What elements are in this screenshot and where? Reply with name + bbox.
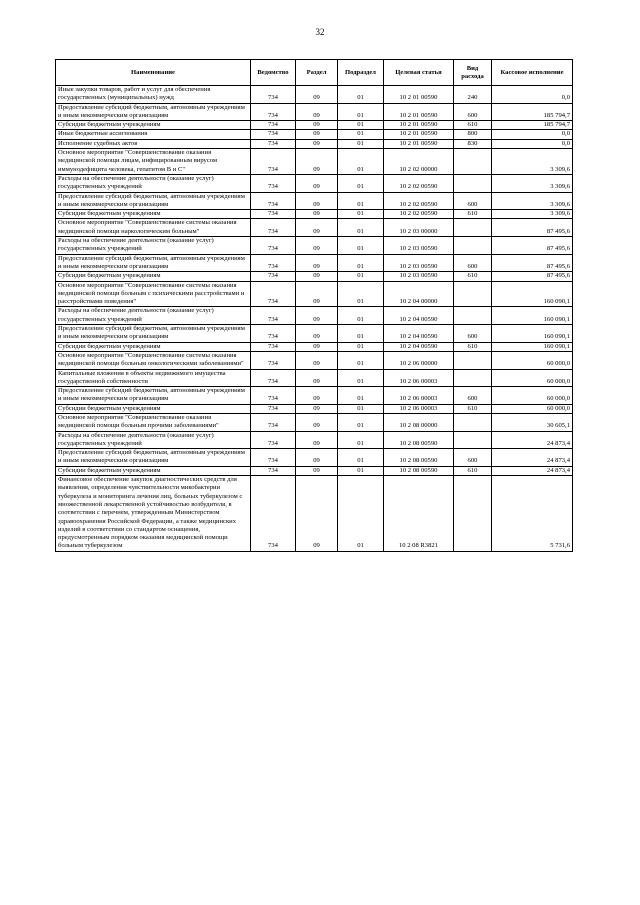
cell-vedomstvo: 734 — [251, 149, 296, 175]
cell-celevaya-statya: 10 2 02 00000 — [384, 149, 454, 175]
cell-kassovoe-ispolnenie: 160 090,1 — [492, 307, 573, 325]
cell-kassovoe-ispolnenie: 60 000,0 — [492, 387, 573, 405]
cell-podrazdel: 01 — [338, 149, 384, 175]
table-row — [56, 139, 573, 148]
cell-vedomstvo: 734 — [251, 342, 296, 351]
cell-razdel: 09 — [296, 210, 338, 219]
cell-vid-raskhoda: 600 — [454, 254, 492, 272]
cell-razdel: 09 — [296, 281, 338, 307]
cell-kassovoe-ispolnenie: 0,0 — [492, 86, 573, 104]
cell-kassovoe-ispolnenie: 3 309,6 — [492, 174, 573, 192]
cell-podrazdel: 01 — [338, 254, 384, 272]
cell-name: Основное мероприятие "Совершенствование системы оказания медицинской помощи наркологическим больным" — [56, 219, 251, 237]
table-row — [56, 342, 573, 351]
cell-razdel: 09 — [296, 121, 338, 130]
cell-name: Субсидии бюджетным учреждениям — [56, 121, 251, 130]
cell-kassovoe-ispolnenie: 3 309,6 — [492, 192, 573, 210]
cell-vedomstvo: 734 — [251, 86, 296, 104]
cell-podrazdel: 01 — [338, 281, 384, 307]
cell-name: Основное мероприятие "Совершенствование оказания медицинской помощи лицам, инфицированным вирусом иммунодефицита человека, гепатитом В и С" — [56, 149, 251, 175]
cell-kassovoe-ispolnenie: 0,0 — [492, 139, 573, 148]
cell-vedomstvo: 734 — [251, 130, 296, 139]
cell-podrazdel: 01 — [338, 404, 384, 413]
cell-podrazdel: 01 — [338, 476, 384, 552]
cell-kassovoe-ispolnenie: 24 873,4 — [492, 449, 573, 467]
cell-vedomstvo: 734 — [251, 281, 296, 307]
cell-celevaya-statya: 10 2 06 00003 — [384, 369, 454, 387]
cell-name: Иные бюджетные ассигнования — [56, 130, 251, 139]
cell-celevaya-statya: 10 2 06 00000 — [384, 351, 454, 369]
cell-name: Финансовое обеспечение закупок диагностических средств для выявления, определения чувствительности микобактерии туберкулеза и мониторинга лечения лиц, больных туберкулезом с множественной лекарственной устойчивостью возбудителя, в соответствии с перечнем, утвержденным Министерством здравоохранения Российской Федерации, а также медицинских изделий в соответствии со стандартом оснащения, предусмотренным порядком оказания медицинской помощи больным туберкулезом — [56, 476, 251, 552]
cell-podrazdel: 01 — [338, 369, 384, 387]
cell-name: Основное мероприятие "Совершенствование системы оказания медицинской помощи больным с психическими расстройствами и расстройствами поведения" — [56, 281, 251, 307]
cell-vid-raskhoda: 830 — [454, 139, 492, 148]
cell-kassovoe-ispolnenie: 185 794,7 — [492, 121, 573, 130]
cell-name: Исполнение судебных актов — [56, 139, 251, 148]
cell-vedomstvo: 734 — [251, 103, 296, 121]
cell-celevaya-statya: 10 2 01 00590 — [384, 139, 454, 148]
cell-vid-raskhoda: 800 — [454, 130, 492, 139]
cell-razdel: 09 — [296, 325, 338, 343]
header-podrazdel: Подраздел — [338, 60, 384, 86]
cell-vedomstvo: 734 — [251, 192, 296, 210]
cell-razdel: 09 — [296, 86, 338, 104]
cell-vid-raskhoda: 600 — [454, 325, 492, 343]
cell-vid-raskhoda: 600 — [454, 449, 492, 467]
cell-vedomstvo: 734 — [251, 431, 296, 449]
cell-podrazdel: 01 — [338, 342, 384, 351]
cell-celevaya-statya: 10 2 01 00590 — [384, 121, 454, 130]
cell-razdel: 09 — [296, 139, 338, 148]
table-header-row — [56, 60, 573, 86]
cell-razdel: 09 — [296, 476, 338, 552]
cell-kassovoe-ispolnenie: 0,0 — [492, 130, 573, 139]
table-row — [56, 174, 573, 192]
table-row — [56, 413, 573, 431]
header-vid-raskhoda: Вид расхода — [454, 60, 492, 86]
cell-podrazdel: 01 — [338, 413, 384, 431]
cell-vedomstvo: 734 — [251, 351, 296, 369]
cell-kassovoe-ispolnenie: 60 000,0 — [492, 404, 573, 413]
cell-razdel: 09 — [296, 237, 338, 255]
cell-celevaya-statya: 10 2 01 00590 — [384, 103, 454, 121]
table-row — [56, 325, 573, 343]
cell-razdel: 09 — [296, 404, 338, 413]
header-name: Наименование — [56, 60, 251, 86]
cell-celevaya-statya: 10 2 04 00590 — [384, 307, 454, 325]
cell-celevaya-statya: 10 2 04 00000 — [384, 281, 454, 307]
cell-razdel: 09 — [296, 466, 338, 475]
cell-podrazdel: 01 — [338, 192, 384, 210]
cell-kassovoe-ispolnenie: 60 000,0 — [492, 351, 573, 369]
cell-name: Субсидии бюджетным учреждениям — [56, 210, 251, 219]
cell-vid-raskhoda — [454, 219, 492, 237]
cell-razdel: 09 — [296, 369, 338, 387]
cell-vedomstvo: 734 — [251, 404, 296, 413]
table-row — [56, 254, 573, 272]
cell-celevaya-statya: 10 2 02 00590 — [384, 192, 454, 210]
cell-kassovoe-ispolnenie: 3 309,6 — [492, 210, 573, 219]
cell-name: Предоставление субсидий бюджетным, автономным учреждениям и иным некоммерческим организациям — [56, 254, 251, 272]
cell-podrazdel: 01 — [338, 139, 384, 148]
cell-podrazdel: 01 — [338, 210, 384, 219]
cell-vid-raskhoda — [454, 149, 492, 175]
cell-celevaya-statya: 10 2 01 00590 — [384, 86, 454, 104]
cell-name: Иные закупки товаров, работ и услуг для обеспечения государственных (муниципальных) нужд — [56, 86, 251, 104]
cell-razdel: 09 — [296, 192, 338, 210]
cell-celevaya-statya: 10 2 03 00590 — [384, 254, 454, 272]
table-row — [56, 404, 573, 413]
table-row — [56, 466, 573, 475]
table-row — [56, 281, 573, 307]
cell-razdel: 09 — [296, 174, 338, 192]
cell-razdel: 09 — [296, 130, 338, 139]
cell-name: Субсидии бюджетным учреждениям — [56, 466, 251, 475]
cell-podrazdel: 01 — [338, 130, 384, 139]
cell-celevaya-statya: 10 2 08 00590 — [384, 449, 454, 467]
cell-vedomstvo: 734 — [251, 237, 296, 255]
cell-celevaya-statya: 10 2 04 00590 — [384, 325, 454, 343]
table-row — [56, 149, 573, 175]
table-row — [56, 351, 573, 369]
cell-razdel: 09 — [296, 272, 338, 281]
cell-podrazdel: 01 — [338, 351, 384, 369]
cell-vedomstvo: 734 — [251, 413, 296, 431]
cell-podrazdel: 01 — [338, 103, 384, 121]
cell-celevaya-statya: 10 2 01 00590 — [384, 130, 454, 139]
cell-vid-raskhoda: 600 — [454, 387, 492, 405]
cell-vedomstvo: 734 — [251, 272, 296, 281]
cell-podrazdel: 01 — [338, 121, 384, 130]
table-row — [56, 387, 573, 405]
cell-celevaya-statya: 10 2 08 00000 — [384, 413, 454, 431]
cell-vid-raskhoda: 600 — [454, 103, 492, 121]
cell-razdel: 09 — [296, 431, 338, 449]
cell-vid-raskhoda: 240 — [454, 86, 492, 104]
table-row — [56, 192, 573, 210]
cell-razdel: 09 — [296, 219, 338, 237]
cell-vid-raskhoda: 610 — [454, 210, 492, 219]
table-row — [56, 219, 573, 237]
cell-vid-raskhoda — [454, 237, 492, 255]
cell-name: Расходы на обеспечение деятельности (оказание услуг) государственных учреждений — [56, 237, 251, 255]
cell-vedomstvo: 734 — [251, 325, 296, 343]
cell-kassovoe-ispolnenie: 87 495,6 — [492, 272, 573, 281]
cell-podrazdel: 01 — [338, 431, 384, 449]
cell-name: Основное мероприятие "Совершенствование системы оказания медицинской помощи больным онкологическими заболеваниями" — [56, 351, 251, 369]
table-row — [56, 449, 573, 467]
cell-vedomstvo: 734 — [251, 219, 296, 237]
header-celevaya-statya: Целевая статья — [384, 60, 454, 86]
cell-podrazdel: 01 — [338, 307, 384, 325]
cell-razdel: 09 — [296, 449, 338, 467]
cell-razdel: 09 — [296, 307, 338, 325]
cell-kassovoe-ispolnenie: 160 090,1 — [492, 342, 573, 351]
cell-celevaya-statya: 10 2 08 00590 — [384, 431, 454, 449]
table-row — [56, 307, 573, 325]
cell-celevaya-statya: 10 2 04 00590 — [384, 342, 454, 351]
cell-celevaya-statya: 10 2 02 00590 — [384, 210, 454, 219]
cell-celevaya-statya: 10 2 03 00590 — [384, 237, 454, 255]
table-row — [56, 130, 573, 139]
table-row — [56, 86, 573, 104]
cell-vedomstvo: 734 — [251, 139, 296, 148]
cell-name: Расходы на обеспечение деятельности (оказание услуг) государственных учреждений — [56, 307, 251, 325]
cell-vid-raskhoda: 610 — [454, 466, 492, 475]
cell-name: Основное мероприятие "Совершенствование оказания медицинской помощи больным прочими заболеваниями" — [56, 413, 251, 431]
cell-name: Расходы на обеспечение деятельности (оказание услуг) государственных учреждений — [56, 431, 251, 449]
cell-kassovoe-ispolnenie: 87 495,6 — [492, 219, 573, 237]
cell-kassovoe-ispolnenie: 5 731,6 — [492, 476, 573, 552]
cell-vid-raskhoda — [454, 174, 492, 192]
table-row — [56, 476, 573, 552]
cell-razdel: 09 — [296, 149, 338, 175]
cell-podrazdel: 01 — [338, 237, 384, 255]
cell-vid-raskhoda: 600 — [454, 192, 492, 210]
cell-razdel: 09 — [296, 387, 338, 405]
cell-name: Субсидии бюджетным учреждениям — [56, 342, 251, 351]
cell-vid-raskhoda: 610 — [454, 404, 492, 413]
cell-vid-raskhoda — [454, 431, 492, 449]
cell-vedomstvo: 734 — [251, 387, 296, 405]
cell-podrazdel: 01 — [338, 86, 384, 104]
cell-vedomstvo: 734 — [251, 254, 296, 272]
cell-name: Предоставление субсидий бюджетным, автономным учреждениям и иным некоммерческим организациям — [56, 192, 251, 210]
cell-vid-raskhoda: 610 — [454, 121, 492, 130]
cell-kassovoe-ispolnenie: 24 873,4 — [492, 431, 573, 449]
cell-razdel: 09 — [296, 103, 338, 121]
cell-vedomstvo: 734 — [251, 369, 296, 387]
table-row — [56, 272, 573, 281]
cell-podrazdel: 01 — [338, 387, 384, 405]
cell-name: Предоставление субсидий бюджетным, автономным учреждениям и иным некоммерческим организациям — [56, 449, 251, 467]
cell-vid-raskhoda — [454, 413, 492, 431]
cell-celevaya-statya: 10 2 06 00003 — [384, 404, 454, 413]
cell-celevaya-statya: 10 2 08 R3821 — [384, 476, 454, 552]
cell-podrazdel: 01 — [338, 219, 384, 237]
cell-vid-raskhoda — [454, 307, 492, 325]
cell-name: Субсидии бюджетным учреждениям — [56, 272, 251, 281]
cell-vedomstvo: 734 — [251, 174, 296, 192]
cell-kassovoe-ispolnenie: 60 000,0 — [492, 369, 573, 387]
cell-kassovoe-ispolnenie: 160 090,1 — [492, 325, 573, 343]
cell-vedomstvo: 734 — [251, 476, 296, 552]
cell-vid-raskhoda: 610 — [454, 342, 492, 351]
cell-razdel: 09 — [296, 413, 338, 431]
cell-vid-raskhoda — [454, 476, 492, 552]
cell-name: Расходы на обеспечение деятельности (оказание услуг) государственных учреждений — [56, 174, 251, 192]
header-razdel: Раздел — [296, 60, 338, 86]
cell-celevaya-statya: 10 2 06 00003 — [384, 387, 454, 405]
cell-razdel: 09 — [296, 254, 338, 272]
cell-vid-raskhoda — [454, 351, 492, 369]
cell-vedomstvo: 734 — [251, 210, 296, 219]
cell-vedomstvo: 734 — [251, 466, 296, 475]
page-number: 32 — [315, 27, 325, 37]
table-row — [56, 103, 573, 121]
cell-name: Предоставление субсидий бюджетным, автономным учреждениям и иным некоммерческим организациям — [56, 387, 251, 405]
header-vedomstvo: Ведомство — [251, 60, 296, 86]
cell-podrazdel: 01 — [338, 466, 384, 475]
budget-table — [55, 59, 573, 552]
cell-podrazdel: 01 — [338, 325, 384, 343]
cell-vedomstvo: 734 — [251, 449, 296, 467]
table-row — [56, 431, 573, 449]
cell-name: Предоставление субсидий бюджетным, автономным учреждениям и иным некоммерческим организациям — [56, 103, 251, 121]
table-row — [56, 121, 573, 130]
cell-celevaya-statya: 10 2 02 00590 — [384, 174, 454, 192]
header-kassovoe-ispolnenie: Кассовое исполнение — [492, 60, 573, 86]
cell-kassovoe-ispolnenie: 24 873,4 — [492, 466, 573, 475]
cell-name: Капитальные вложения в объекты недвижимого имущества государственной собственности — [56, 369, 251, 387]
cell-name: Предоставление субсидий бюджетным, автономным учреждениям и иным некоммерческим организациям — [56, 325, 251, 343]
cell-celevaya-statya: 10 2 03 00590 — [384, 272, 454, 281]
cell-vedomstvo: 734 — [251, 121, 296, 130]
cell-razdel: 09 — [296, 351, 338, 369]
cell-kassovoe-ispolnenie: 87 495,6 — [492, 254, 573, 272]
cell-podrazdel: 01 — [338, 449, 384, 467]
cell-kassovoe-ispolnenie: 160 090,1 — [492, 281, 573, 307]
cell-kassovoe-ispolnenie: 185 794,7 — [492, 103, 573, 121]
table-body — [56, 86, 573, 552]
cell-vid-raskhoda — [454, 281, 492, 307]
cell-vid-raskhoda: 610 — [454, 272, 492, 281]
table-row — [56, 210, 573, 219]
cell-kassovoe-ispolnenie: 87 495,6 — [492, 237, 573, 255]
cell-kassovoe-ispolnenie: 3 309,6 — [492, 149, 573, 175]
cell-celevaya-statya: 10 2 03 00000 — [384, 219, 454, 237]
cell-vedomstvo: 734 — [251, 307, 296, 325]
cell-podrazdel: 01 — [338, 272, 384, 281]
table-row — [56, 369, 573, 387]
table-row — [56, 237, 573, 255]
cell-podrazdel: 01 — [338, 174, 384, 192]
cell-celevaya-statya: 10 2 08 00590 — [384, 466, 454, 475]
cell-name: Субсидии бюджетным учреждениям — [56, 404, 251, 413]
cell-kassovoe-ispolnenie: 30 605,1 — [492, 413, 573, 431]
cell-vid-raskhoda — [454, 369, 492, 387]
cell-razdel: 09 — [296, 342, 338, 351]
